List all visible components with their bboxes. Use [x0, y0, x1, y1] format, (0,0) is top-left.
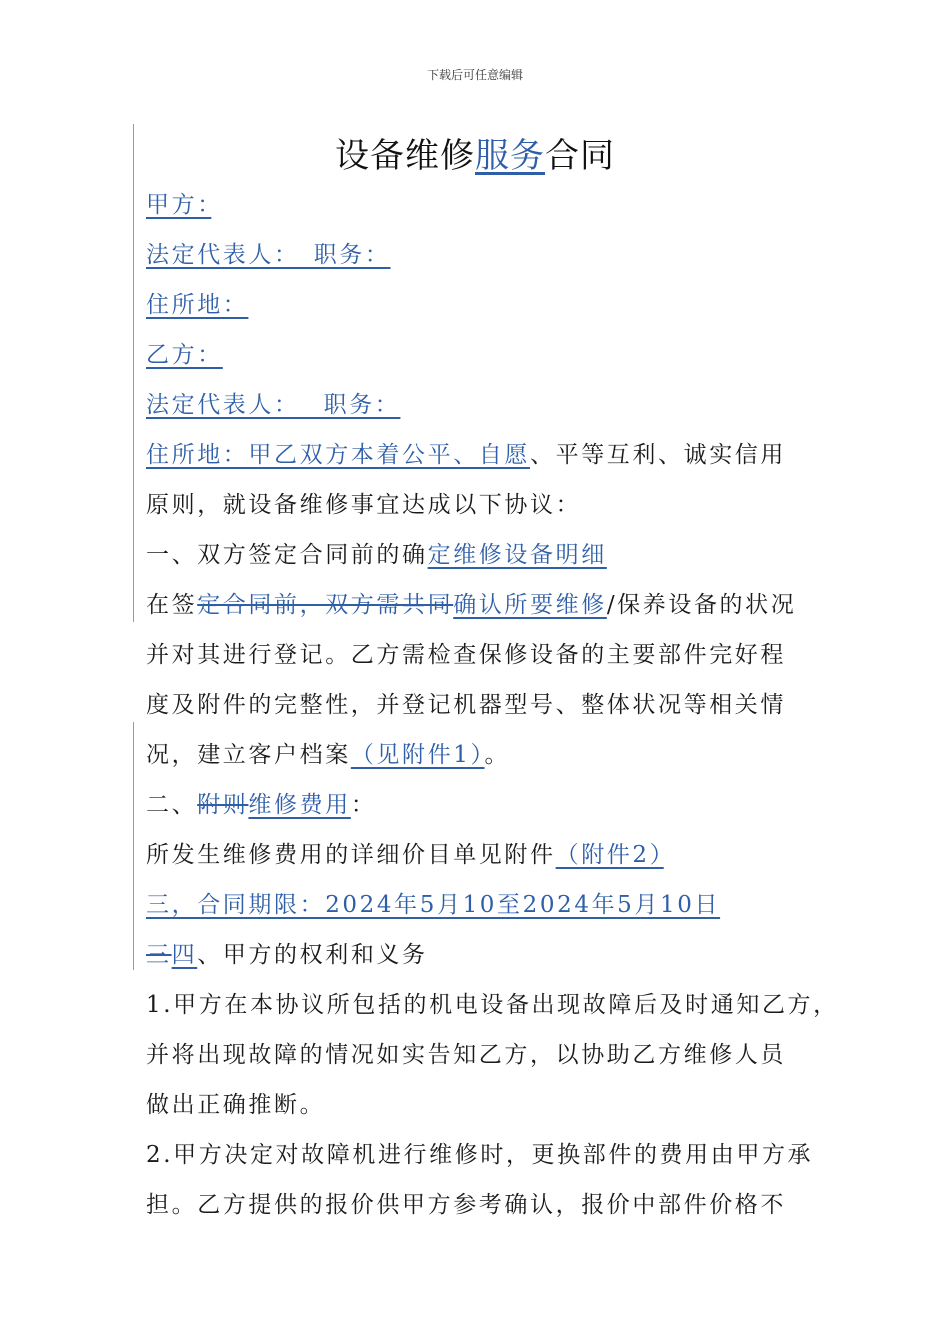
title-part-1: 设备维修: [335, 136, 475, 176]
document-title: [0, 128, 950, 177]
party-a-line: [146, 186, 237, 219]
change-bar-bottom: [133, 722, 134, 970]
section-4-line-3: 做出正确推断。: [146, 1092, 326, 1118]
section-2-deleted: 附则: [197, 792, 249, 818]
section-1-heading-text: 一、双方签定合同前的确: [146, 542, 428, 568]
party-b-line: [146, 336, 223, 369]
intro-line-2: 原则，就设备维修事宜达成以下协议：: [146, 492, 582, 518]
section-2-inserted: 维修费用: [248, 792, 351, 818]
section-1-para-line-1: [146, 586, 796, 619]
intro-line-1: [146, 436, 786, 469]
party-b-rep-label: 法定代表人： 职务：: [146, 392, 401, 418]
party-b-label: 乙方：: [146, 342, 223, 368]
section-1-p4-a: 况，建立客户档案: [146, 742, 351, 768]
party-b-rep-line: [146, 386, 400, 419]
section-1-heading: [146, 536, 607, 569]
change-bar-top: [133, 124, 134, 622]
section-4-heading: [146, 936, 428, 969]
section-1-heading-inserted: 定维修设备明细: [427, 542, 607, 568]
intro-text-a: 、平等互利、诚实信用: [530, 442, 786, 468]
section-1-para-line-3: 度及附件的完整性，并登记机器型号、整体状况等相关情: [146, 692, 786, 718]
section-4-line-4: 2.甲方决定对故障机进行维修时，更换部件的费用由甲方承: [146, 1142, 814, 1168]
section-2-body: [146, 836, 689, 869]
section-4-inserted: 四: [171, 942, 198, 968]
party-a-address-label: 住所地：: [146, 292, 249, 318]
section-1-p4-b: 。: [484, 742, 511, 768]
party-a-rep-line: [146, 236, 391, 269]
section-4-deleted: 三: [146, 942, 172, 968]
section-2-body-text: 所发生维修费用的详细价目单见附件: [146, 842, 556, 868]
party-a-label: 甲方：: [146, 192, 212, 218]
section-4-line-1: 1.甲方在本协议所包括的机电设备出现故障后及时通知乙方，: [146, 992, 839, 1018]
section-2-body-inserted: （附件2）: [555, 842, 664, 868]
section-1-p1-b: /保养设备的状况: [606, 592, 797, 618]
section-1-para-line-2: 并对其进行登记。乙方需检查保修设备的主要部件完好程: [146, 642, 786, 668]
section-2-suffix: ：: [350, 792, 377, 818]
section-4-line-5: 担。乙方提供的报价供甲方参考确认，报价中部件价格不: [146, 1192, 786, 1218]
title-inserted-text: 服务: [475, 136, 545, 176]
section-1-p1-inserted: 确认所要维修: [453, 592, 607, 618]
section-1-p4-inserted: （见附件1）: [350, 742, 485, 768]
party-b-address-inserted: 住所地：甲乙双方本着公平、自愿: [146, 442, 530, 468]
party-a-rep-label: 法定代表人： 职务：: [146, 242, 391, 268]
section-3-text: 三，合同期限：2024年5月10至2024年5月10日: [146, 892, 721, 918]
section-4-line-2: 并将出现故障的情况如实告知乙方，以协助乙方维修人员: [146, 1042, 786, 1068]
party-a-address-line: [146, 286, 248, 319]
section-1-p1-deleted: 定合同前，双方需共同: [197, 592, 454, 618]
section-2-prefix: 二、: [146, 792, 198, 818]
section-1-para-line-4: [146, 736, 510, 769]
section-1-p1-a: 在签: [146, 592, 198, 618]
section-4-heading-text: 、甲方的权利和义务: [197, 942, 428, 968]
section-2-heading: [146, 786, 376, 819]
title-part-3: 合同: [545, 136, 615, 176]
header-note: 下载后可任意编辑: [426, 68, 523, 82]
section-3-line: [146, 886, 720, 919]
